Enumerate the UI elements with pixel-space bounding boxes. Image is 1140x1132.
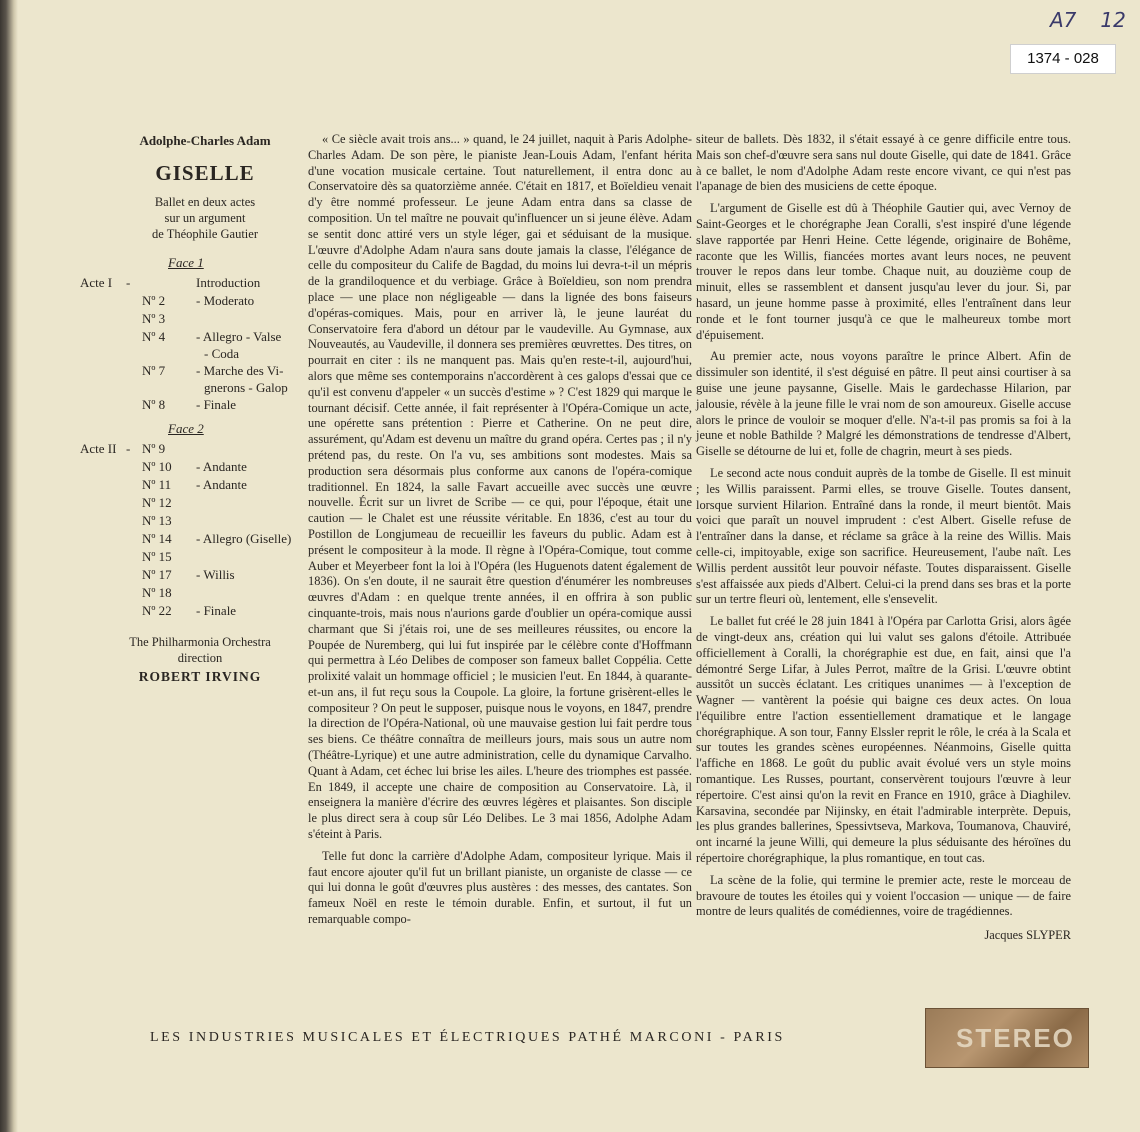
- stereo-label: STEREO: [956, 1023, 1075, 1053]
- stereo-sticker: [925, 1008, 1089, 1068]
- track-number: Nº 8: [142, 397, 166, 412]
- track-title-line: - Finale: [196, 397, 237, 412]
- paragraph: « Ce siècle avait trois ans... » quand, le 24 juillet, naquit à Paris Adolphe-Charles Adam. De son père, le pianiste Jean-Louis Adam, l'enfant hérita d'une vocation musicale certaine. Tout naturellement, il entra donc au Conservatoire dès sa quatorzième année. C'était en 1817, et Boïeldieu venait d'y être nommé professeur. Le jeune Adam entra dans sa classe de composition. Un tel maître ne pouvait qu'influencer un si jeune élève. Adam se sentit donc attiré vers un style léger, gai et séduisant de la musique. L'œuvre d'Adolphe Adam n'aura sans doute jamais la classe, l'élégance de celle du compositeur du Calife de Bagdad, du moins lui devra-t-il un mépris de la grandiloquence et du verbiage. Grâce à Boïeldieu, son nom prendra place — une place non négligeable — dans la lignée des bons faiseurs d'opéras-comiques. Mais, pour en arriver là, le jeune lauréat du Conservatoire fera d'abord un détour par le vaudeville. Au Gymnase, aux Nouveautés, au Vaudeville, il donnera ses premières œuvrettes. Des titres, on pourrait en citer : ils ne manquent pas. Mais qu'en reste-t-il, aujourd'hui, alors que même ses contemporains n'accordèrent à ces galops d'essai que ce qu'il est convenu d'appeler « un succès d'estime » ? C'est 1829 qui marque le tournant décisif. Cette année, il fait représenter à l'Opéra-Comique un acte, une opérette sans prétention : Pierre et Catherine. On ne peut dire, assurément, qu'Adam est devenu un maître du grand opéra. Certes pas ; il n'y prétend pas, du reste. On l'a vu, ses ambitions sont modestes. Mais sa production sera désormais plus conforme aux canons de l'opéra-comique traditionnel. En 1824, la salle Favart accueille avec succès une œuvre nouvelle. Écrit sur un livret de Scribe — ce qui, pour l'époque, était une caution — le Chalet est une réussite véritable. En 1836, c'est au tour du Postillon de Longjumeau de recueillir les faveurs du public. Adam est à présent le compositeur à la mode. Il règne à l'Opéra-Comique, tout comme Auber et Meyerbeer font la loi à l'Opéra (les Huguenots datent également de 1836). On s'en doute, il ne saurait être question d'énumérer les nombreuses œuvres d'Adam : en quelque trente années, il en offrira à son public cinquante-trois, mais nous n'aurions garde d'oublier un opéra-comique aussi charmant que Si j'étais roi, une de ses meilleures réussites, ou encore la Poupée de Nuremberg, qui lui fut inspirée par le célèbre conte d'Hoffmann qui permettra à Léo Delibes de composer son fameux ballet Coppélia. Cette prolixité valait un hommage officiel ; le musicien l'eut. En 1844, à quarante-et-un ans, il fut reçu sous la Coupole. La gloire, la fortune grisèrent-elles le compositeur ? On peut le supposer, puisque nous le voyons, en 1847, prendre la direction de l'Opéra-National, où une mauvaise gestion lui fait perdre tous ses biens. Ce théâtre connaîtra de meilleurs jours, mais sous un autre nom (Théâtre-Lyrique) et une autre administration, celle du dynamique Carvalho. Quant à Adam, cet échec lui brise les ailes. L'heure des triomphes est passée. En 1849, il accepte une chaire de composition au Conservatoire. Là, il enseignera la manière d'écrire des œuvres légères et plaisantes. Son disciple le plus direct sera à coup sûr Léo Delibes. Le 3 mai 1856, Adolphe Adam s'éteint à Paris.: [308, 132, 692, 842]
- track-row: [80, 602, 300, 620]
- track-row: [80, 548, 300, 566]
- track-row: [80, 440, 300, 458]
- track-title-line: - Marche des Vi-: [196, 363, 284, 378]
- track-number: Nº 22: [142, 603, 172, 618]
- subtitle-line: sur un argument: [164, 211, 246, 225]
- track-number: Nº 11: [142, 477, 172, 492]
- track-title: [196, 476, 247, 494]
- track-number: Nº 14: [142, 531, 172, 546]
- track-row: [80, 362, 300, 396]
- track-row: [80, 310, 300, 328]
- track-title: [196, 274, 260, 292]
- track-title: [196, 396, 236, 414]
- track-title: [196, 602, 236, 620]
- track-title-line: Introduction: [196, 275, 261, 290]
- track-title-line: - Allegro - Valse: [196, 329, 282, 344]
- track-row: [80, 494, 300, 512]
- track-act: Acte I: [80, 275, 113, 290]
- track-number: Nº 15: [142, 549, 172, 564]
- track-number: Nº 13: [142, 513, 172, 528]
- track-number: Nº 2: [142, 293, 166, 308]
- subtitle-line: Ballet en deux actes: [154, 195, 256, 209]
- tracklist-panel: [80, 132, 300, 686]
- track-title: [196, 362, 288, 396]
- tracklist-face-1: [80, 274, 300, 414]
- track-title: [196, 328, 281, 362]
- work-title: GISELLE: [155, 161, 255, 185]
- track-row: [80, 328, 300, 362]
- paragraph: L'argument de Giselle est dû à Théophile Gautier qui, avec Vernoy de Saint-Georges et le chorégraphe Jean Coralli, s'est inspiré d'une légende slave rapportée par Henri Heine. Cette légende, originaire de Bohême, raconte que les Willis, fiancées mortes avant leurs noces, ne peuvent trouver le repos dans leur tombe. Chaque nuit, au douzième coup de minuit, elles se rassemblent et dansent jusqu'au lever du jour. Si, par hasard, un jeune homme passe à proximité, elles l'entraînent dans leur ronde et le font tourner jusqu'à ce que le malheureux tombe mort d'épuisement.: [696, 201, 1071, 342]
- direction-label: direction: [177, 651, 223, 665]
- track-number: Nº 3: [142, 311, 166, 326]
- track-number: Nº 10: [142, 459, 172, 474]
- track-title: [196, 530, 291, 548]
- handwritten-number: 12: [1100, 8, 1126, 32]
- track-title-line: - Coda: [204, 346, 240, 361]
- track-row: [80, 476, 300, 494]
- track-title: [196, 566, 235, 584]
- paragraph: Le ballet fut créé le 28 juin 1841 à l'Opéra par Carlotta Grisi, alors âgée de vingt-deux ans, création qui lui valut ses galons d'étoile. Attribuée officiellement à Coralli, la chorégraphie est due, en fait, ainsi que l'a démontré Serge Lifar, à Jules Perrot, maître de la Grisi. L'œuvre obtint aussitôt un succès éclatant. Les critiques unanimes — à l'exception de Wagner — vantèrent la poésie qui baigne ces deux actes. On loua l'équilibre entre l'action essentiellement dramatique et le langage chorégraphique. A son tour, Fanny Elssler reprit le rôle, le créa à la Scala et sur toutes les grandes scènes européennes. Néanmoins, Giselle quitta l'affiche en 1868. Le goût du public avait évolué vers un style moins romantique. Les Russes, pourtant, conservèrent toujours l'œuvre à leur répertoire. C'est ainsi qu'on la revit en France en 1910, grâce à Diaghilev. Karsavina, secondée par Nijinsky, en était l'admirable interprète. Depuis, les plus grandes ballerines, Spessivtseva, Markova, Toumanova, Chauviré, ont incarné la jeune Willi, qui demeure la plus séduisante des héroïnes du répertoire chorégraphique, la plus romantique, en tout cas.: [696, 614, 1071, 866]
- author-signature: Jacques SLYPER: [984, 928, 1071, 943]
- paragraph: La scène de la folie, qui termine le premier acte, reste le morceau de bravoure de toutes les étoiles qui y voient l'occasion — unique — de faire montre de leurs qualités de comédiennes, voire de tragédiennes.: [696, 872, 1071, 919]
- track-act: Acte II: [80, 441, 117, 456]
- liner-notes-column-1: [308, 132, 692, 928]
- conductor: ROBERT IRVING: [138, 669, 262, 684]
- track-dash: -: [126, 275, 131, 290]
- track-number: Nº 17: [142, 567, 172, 582]
- track-number: Nº 9: [142, 441, 166, 456]
- paragraph: siteur de ballets. Dès 1832, il s'était essayé à ce genre difficile entre tous. Mais son chef-d'œuvre sera sans nul doute Giselle, qui date de 1841. Grâce à ce ballet, le nom d'Adolphe Adam reste encore vivant, ce qui n'est pas l'apanage de bien des musiciens de cette époque.: [696, 132, 1071, 194]
- work-subtitle: [110, 194, 300, 242]
- handwritten-note: [1050, 8, 1126, 32]
- face-2-heading: Face 2: [168, 421, 204, 436]
- track-row: [80, 458, 300, 476]
- track-row: [80, 274, 300, 292]
- track-title: [196, 292, 254, 310]
- liner-notes-column-2: [696, 132, 1071, 944]
- track-title-line: gnerons - Galop: [204, 380, 288, 395]
- paragraph: Au premier acte, nous voyons paraître le prince Albert. Afin de dissimuler son identité, il s'est déguisé en pâtre. Il peut ainsi courtiser à sa guise une jeune paysanne, Giselle. Mais le gardechasse Hilarion, par jalousie, révèle à la jeune fille le vrai nom de son amoureux. Giselle accuse alors le prince de vouloir se moquer d'elle. N'a-t-il pas promis sa foi à la jeune et noble Bathilde ? Malgré les démonstrations de tendresse d'Albert, Giselle se détourne de lui et, folle de chagrin, meurt à ses pieds.: [696, 349, 1071, 459]
- tracklist-face-2: [80, 440, 300, 620]
- track-row: [80, 512, 300, 530]
- paragraph: Telle fut donc la carrière d'Adolphe Adam, compositeur lyrique. Mais il faut encore ajouter qu'il fut un brillant pianiste, un organiste de classe — ce qui lui donna le goût d'œuvres plus austères : des messes, des cantates. Son fameux Noël en reste le témoin durable. Enfin, et surtout, il fut un remarquable compo-: [308, 848, 692, 927]
- handwritten-code: A7: [1050, 8, 1077, 32]
- track-number: Nº 7: [142, 363, 166, 378]
- track-title-line: - Willis: [196, 567, 235, 582]
- composer: Adolphe-Charles Adam: [139, 133, 271, 148]
- track-row: [80, 292, 300, 310]
- catalog-sticker: 1374 - 028: [1010, 44, 1116, 74]
- track-row: [80, 396, 300, 414]
- subtitle-line: de Théophile Gautier: [152, 227, 258, 241]
- publisher-footer: LES INDUSTRIES MUSICALES ET ÉLECTRIQUES PATHÉ MARCONI - PARIS: [150, 1030, 785, 1045]
- track-dash: -: [126, 441, 131, 456]
- track-title-line: - Andante: [196, 459, 247, 474]
- track-row: [80, 566, 300, 584]
- track-title-line: - Finale: [196, 603, 237, 618]
- paragraph: Le second acte nous conduit auprès de la tombe de Giselle. Il est minuit ; les Willis paraissent. Parmi elles, se trouve Giselle. Toutes dansent, lorsque survient Hilarion. Entraîné dans la ronde, il meurt bientôt. Mais voici que paraît un nouvel imprudent : c'est Albert. Giselle refuse de l'entraîner dans la danse, et réclame sa grâce à la reine des Willis. Mais celle-ci, impitoyable, exige son sacrifice. Heureusement, l'aube naît. Les Willis perdent aussitôt leur pouvoir néfaste. Toutes disparaissent. Giselle s'est affaissée aux pieds d'Albert. Celui-ci la prend dans ses bras et la porte sur un tertre fleuri où, lentement, elle s'ensevelit.: [696, 465, 1071, 607]
- spine-edge: [0, 0, 18, 1132]
- track-title-line: - Allegro (Giselle): [196, 531, 292, 546]
- track-row: [80, 584, 300, 602]
- orchestra-name: The Philharmonia Orchestra: [129, 635, 271, 649]
- track-title-line: - Andante: [196, 477, 247, 492]
- track-row: [80, 530, 300, 548]
- track-number: Nº 18: [142, 585, 172, 600]
- track-title-line: - Moderato: [196, 293, 255, 308]
- track-number: Nº 12: [142, 495, 172, 510]
- track-title: [196, 458, 247, 476]
- face-1-heading: Face 1: [168, 255, 204, 270]
- track-number: Nº 4: [142, 329, 166, 344]
- orchestra: [100, 634, 300, 666]
